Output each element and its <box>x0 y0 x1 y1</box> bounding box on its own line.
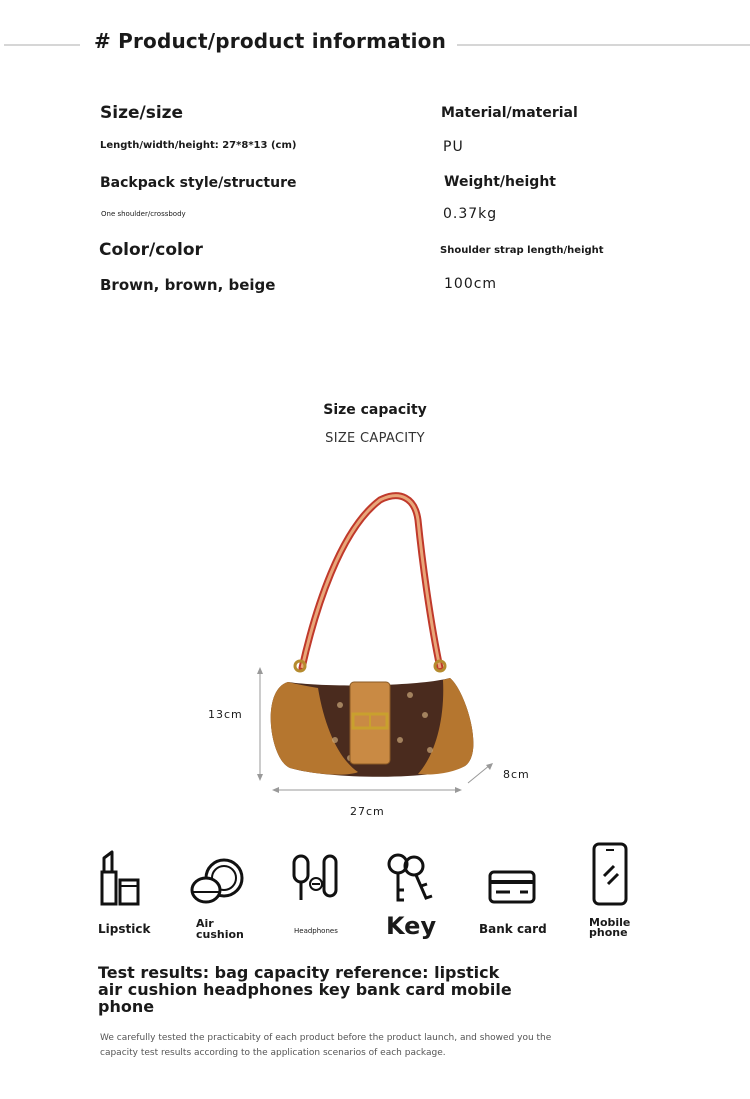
item-label-mobile-phone: Mobile phone <box>589 916 631 939</box>
mobile-phone-icon <box>590 842 632 908</box>
size-value: Length/width/height: 27*8*13 (cm) <box>100 140 297 151</box>
bank-card-icon <box>488 868 538 908</box>
dimension-lines <box>250 665 510 800</box>
capacity-subtitle: SIZE CAPACITY <box>325 431 425 446</box>
structure-label: Backpack style/structure <box>100 175 297 191</box>
test-results-title: Test results: bag capacity reference: lipstick air cushion headphones key bank card mobile phone <box>98 963 512 1016</box>
item-label-air-cushion: Air cushion <box>196 917 244 941</box>
item-label-headphones: Headphones <box>294 927 338 935</box>
header-rule-left <box>4 44 80 46</box>
test-results-note: We carefully tested the practicabity of each product before the product launch, and showed you the capacity test results according to the application scenarios of each package. <box>100 1033 552 1058</box>
air-cushion-icon <box>190 858 248 908</box>
color-label: Color/color <box>99 240 203 260</box>
item-label-bank-card: Bank card <box>479 922 547 936</box>
weight-label: Weight/height <box>444 174 556 190</box>
color-value: Brown, brown, beige <box>100 276 276 294</box>
headphones-icon <box>292 852 340 908</box>
capacity-title: Size capacity <box>323 402 427 418</box>
weight-value: 0.37kg <box>443 206 498 222</box>
structure-value: One shoulder/crossbody <box>101 210 186 218</box>
key-icon <box>386 852 436 906</box>
size-label: Size/size <box>100 103 184 123</box>
header-rule-right <box>457 44 750 46</box>
lipstick-icon <box>98 850 144 908</box>
section-title: # Product/product information <box>94 29 447 53</box>
width-dimension: 27cm <box>350 805 385 818</box>
item-label-lipstick: Lipstick <box>98 922 151 936</box>
material-label: Material/material <box>441 105 578 121</box>
depth-dimension: 8cm <box>503 768 530 781</box>
strap-value: 100cm <box>444 276 498 292</box>
height-dimension: 13cm <box>208 708 243 721</box>
item-label-key: Key <box>386 912 437 940</box>
material-value: PU <box>443 139 464 155</box>
strap-label: Shoulder strap length/height <box>440 245 604 256</box>
